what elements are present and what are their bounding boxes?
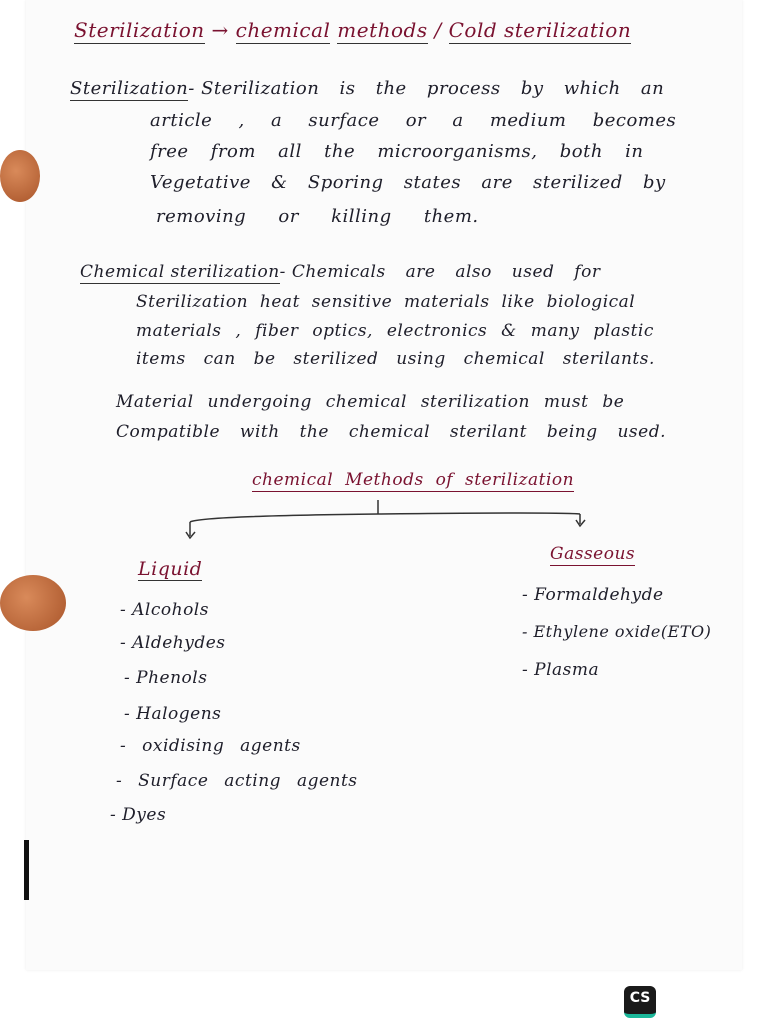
gaseous-label: Gasseous	[550, 544, 636, 564]
chemical-text: Chemicals are also used for	[291, 262, 601, 282]
binding-ring	[0, 150, 40, 202]
page-title	[74, 18, 631, 42]
title-part-cold-sterilization: Cold sterilization	[448, 18, 632, 42]
title-part-methods: methods	[337, 18, 428, 42]
definition-line-4: Vegetative & Sporing states are sterilized by	[150, 172, 666, 193]
definition-line-2: article , a surface or a medium becomes	[150, 110, 677, 131]
binding-ring	[0, 575, 66, 631]
gaseous-item: - Plasma	[522, 660, 600, 680]
binding-edge	[24, 840, 29, 900]
title-part-chemical: chemical	[235, 18, 331, 42]
title-slash: /	[434, 18, 442, 42]
liquid-item: - Aldehydes	[120, 633, 226, 653]
camscanner-logo: CS	[624, 986, 656, 1018]
liquid-label: Liquid	[138, 558, 203, 580]
gaseous-item: - Formaldehyde	[522, 585, 664, 605]
definition-dash: -	[188, 78, 195, 99]
liquid-item: - Surface acting agents	[116, 771, 358, 791]
liquid-item: - Alcohols	[120, 600, 209, 620]
title-arrow: →	[211, 18, 229, 42]
methods-heading: chemical Methods of sterilization	[252, 470, 575, 490]
definition-line-3: free from all the microorganisms, both in	[150, 141, 644, 162]
liquid-item: - Dyes	[110, 805, 167, 825]
compat-line-2: Compatible with the chemical sterilant being used.	[116, 422, 667, 442]
gaseous-item: - Ethylene oxide(ETO)	[522, 622, 712, 641]
chemical-line-1	[80, 262, 600, 282]
title-part-sterilization: Sterilization	[74, 18, 205, 42]
definition-line-1	[70, 78, 664, 99]
chemical-line-2: Sterilization heat sensitive materials like biological	[136, 292, 636, 312]
definition-heading: Sterilization	[70, 78, 189, 99]
chemical-line-3: materials , fiber optics, electronics & many plastic	[136, 321, 654, 341]
liquid-item: - Phenols	[124, 668, 208, 688]
definition-line-5: removing or killing them.	[156, 206, 479, 227]
definition-text: Sterilization is the process by which an	[201, 78, 665, 99]
chemical-dash: -	[279, 262, 286, 282]
chemical-heading: Chemical sterilization	[80, 262, 280, 282]
compat-line-1: Material undergoing chemical sterilization must be	[116, 392, 625, 412]
chemical-line-4: items can be sterilized using chemical sterilants.	[136, 349, 655, 369]
liquid-item: - Halogens	[124, 704, 222, 724]
liquid-item: - oxidising agents	[120, 736, 301, 756]
